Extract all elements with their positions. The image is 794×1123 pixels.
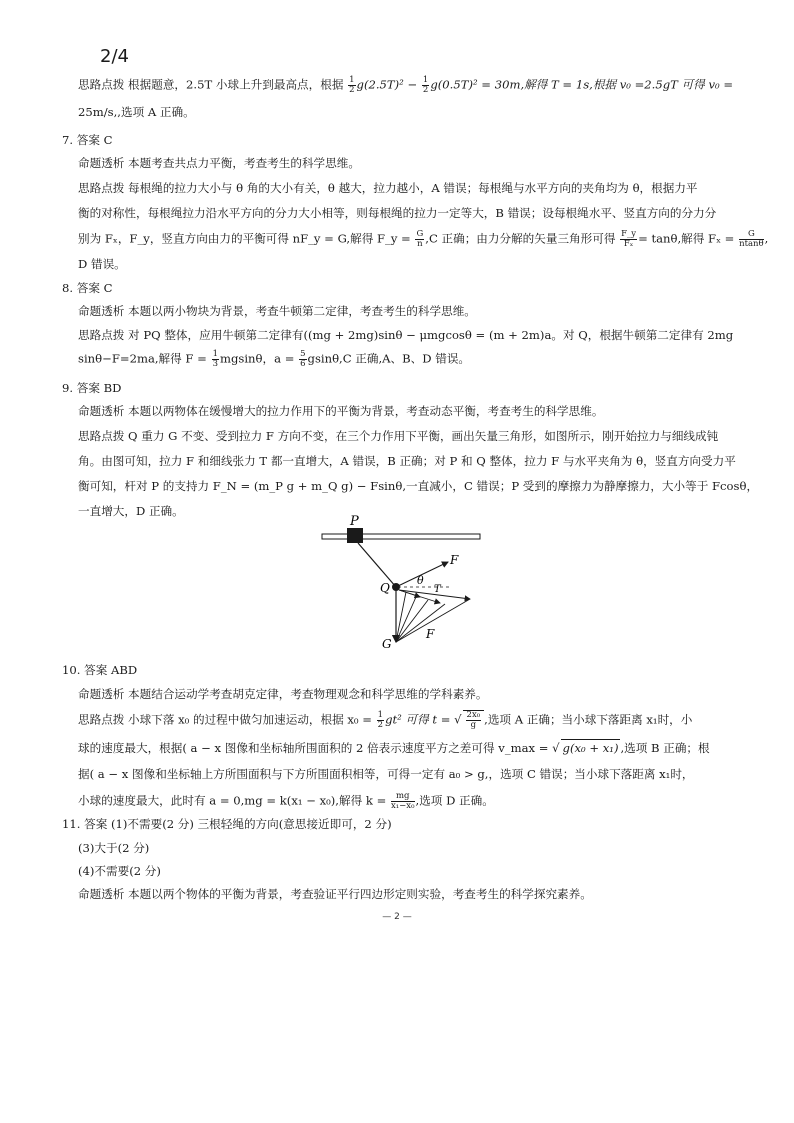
label-f-upper: F — [450, 553, 459, 567]
fraction: $\frac{1}{3}$ — [212, 349, 218, 369]
q8-answer: 8. 答案 C — [62, 281, 113, 295]
tension-1 — [396, 592, 406, 642]
fraction: $\frac{F\_y}{\text{Fₓ}}$ — [621, 229, 637, 249]
q7-answer: 7. 答案 C — [62, 133, 113, 147]
q7-analysis-3: 别为 Fₓ，F_y，竖直方向由力的平衡可得 nF_y = G,解得 F_y = $\frac{G}{n}$ ,C 正确；由力分解的矢量三角形可得 $\frac{F\_y}{\text{Fₓ}}$ = tanθ,解得 Fₓ = $\frac{G}{ntan\theta}$ , — [78, 229, 769, 249]
fraction: $\frac{5}{6}$ — [300, 349, 306, 369]
fraction: $\frac{1}{2}$ — [422, 75, 429, 95]
q9-analysis-1: 思路点拨 Q 重力 G 不变、受到拉力 F 方向不变，在三个力作用下平衡，画出矢量三角形，如图所示，刚开始拉力与细线成钝 — [78, 429, 719, 443]
q10-analysis-2: 球的速度最大，根据( a − x 图像和坐标轴所围面积的 2 倍表示速度平方之差可得 v_max = √ g(x₀ + x₁) ,选项 B 正确；根 — [78, 741, 710, 755]
q9-analysis-2: 角。由图可知，拉力 F 和细线张力 T 都一直增大，A 错误，B 正确；对 P 和 Q 整体，拉力 F 与水平夹角为 θ，竖直方向受力平 — [78, 454, 736, 468]
rod — [322, 534, 480, 539]
fraction: $\frac{mg}{\text{x₁−x₀}}$ — [390, 791, 415, 811]
label-g: G — [382, 637, 392, 651]
q11-answer-4: (4)不需要(2 分) — [78, 864, 161, 878]
q10-analysis-4: 小球的速度最大，此时有 a = 0,mg = k(x₁ − x₀),解得 k = $\frac{mg}{\text{x₁−x₀}}$ ,选项 D 正确。 — [78, 791, 494, 811]
label-t: T — [434, 584, 441, 595]
q8-intent: 命题透析 本题以两小物块为背景，考查牛顿第二定律，考查考生的科学思维。 — [78, 304, 476, 318]
q11-answer: 11. 答案 (1)不需要(2 分) 三根轻绳的方向(意思接近即可，2 分) — [62, 817, 392, 831]
page-footer: — 2 — — [382, 912, 412, 922]
q6-line-2: 25m/s,,选项 A 正确。 — [78, 105, 195, 119]
q6-line-1: 思路点拨 根据题意，2.5T 小球上升到最高点，根据 $\frac{1}{2}$ g(2.5T)² − $\frac{1}{2}$ g(0.5T)² = 30m,解得 T = 1s,根据 v₀ =2.5gT 可得 v₀ = — [78, 75, 734, 95]
force-diagram — [310, 512, 490, 657]
fraction: $\frac{\text{2x₀}}{g}$ — [466, 710, 481, 730]
q9-analysis-3: 衡可知，杆对 P 的支持力 F_N = (m_P g + m_Q g) − Fsinθ,一直减小，C 错误；P 受到的摩擦力为静摩擦力，大小等于 Fcosθ， — [78, 479, 759, 493]
q7-analysis-2: 衡的对称性，每根绳拉力沿水平方向的分力大小相等，则每根绳的拉力一定等大，B 错误；设每根绳水平、竖直方向的分力分 — [78, 206, 717, 220]
page-header: 2/4 — [100, 46, 129, 67]
fraction: $\frac{1}{2}$ — [377, 710, 384, 730]
q7-intent: 命题透析 本题考查共点力平衡，考查考生的科学思维。 — [78, 156, 360, 170]
block-p — [347, 528, 363, 543]
label-f-lower: F — [426, 627, 435, 641]
fraction: $\frac{1}{2}$ — [349, 75, 355, 95]
label-theta: θ — [417, 574, 424, 587]
fraction: $\frac{G}{ntan\theta}$ — [739, 229, 764, 249]
q11-answer-3: (3)大于(2 分) — [78, 841, 150, 855]
q9-analysis-4: 一直增大，D 正确。 — [78, 504, 184, 518]
q8-analysis-1: 思路点拨 对 PQ 整体，应用牛顿第二定律有((mg + 2mg)sinθ − μmgcosθ = (m + 2m)a。对 Q，根据牛顿第二定律有 2mg — [78, 328, 734, 342]
fraction: $\frac{G}{n}$ — [416, 229, 424, 249]
q7-analysis-4: D 错误。 — [78, 257, 126, 271]
q10-intent: 命题透析 本题结合运动学考查胡克定律，考查物理观念和科学思维的学科素养。 — [78, 687, 488, 701]
q11-intent: 命题透析 本题以两个物体的平衡为背景，考查验证平行四边形定则实验，考查考生的科学探究素养。 — [78, 887, 592, 901]
q7-analysis-1: 思路点拨 每根绳的拉力大小与 θ 角的大小有关，θ 越大，拉力越小，A 错误；每根绳与水平方向的夹角均为 θ，根据力平 — [78, 181, 698, 195]
string — [358, 543, 396, 587]
q10-analysis-1: 思路点拨 小球下落 x₀ 的过程中做匀加速运动，根据 x₀ = $\frac{1}{2}$ gt² 可得 t = √ $\frac{\text{2x₀}}{g}$ ,选项 A 正确；当小球下落距离 x₁时，小 — [78, 710, 693, 730]
q10-answer: 10. 答案 ABD — [62, 663, 138, 677]
label-q: Q — [380, 581, 390, 595]
q9-intent: 命题透析 本题以两物体在缓慢增大的拉力作用下的平衡为背景，考查动态平衡，考查考生的科学思维。 — [78, 404, 604, 418]
q8-analysis-2: sinθ−F=2ma,解得 F = $\frac{1}{3}$ mgsinθ，a = $\frac{5}{6}$ gsinθ,C 正确,A、B、D 错误。 — [78, 349, 471, 369]
q10-analysis-3: 据( a − x 图像和坐标轴上方所围面积与下方所围面积相等，可得一定有 a₀ > g,，选项 C 错误；当小球下落距离 x₁时， — [78, 767, 694, 781]
q9-answer: 9. 答案 BD — [62, 381, 122, 395]
label-p: P — [350, 514, 359, 529]
